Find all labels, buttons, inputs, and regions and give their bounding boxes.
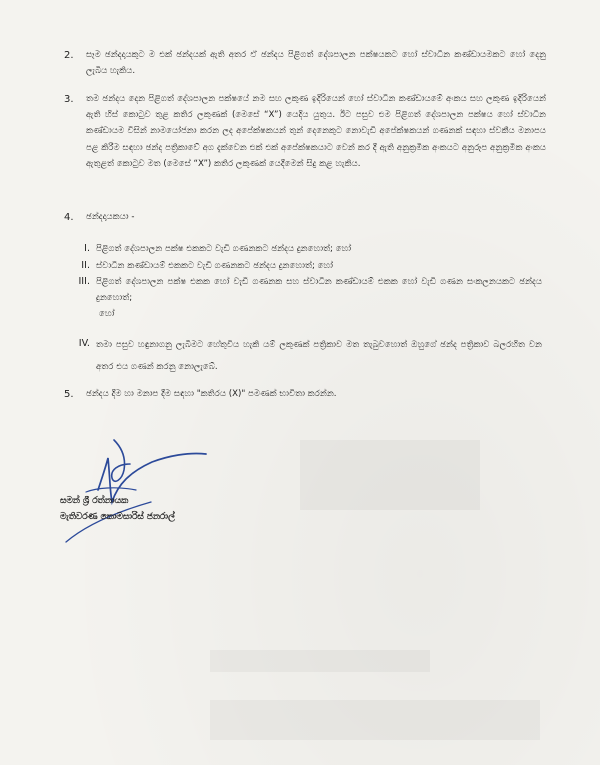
bleed-through-block: [210, 700, 540, 740]
handwritten-signature: [56, 430, 236, 545]
sub-item-text: ස්වාධීන කණ්ඩායම් එකකට වැඩි ගණනකට ඡන්දය දුනහොත්; හෝ: [96, 261, 334, 271]
item-text: ඡන්දදායකයා -: [86, 212, 135, 222]
signatory-title: මැතිවරණ කොමසාරිස් ජනරාල්: [60, 512, 175, 522]
sub-item-text: තමා පසුව හඳුනාගනු ලැබීමට හේතුවිය හැකි යම් ලකුණක් පත්‍රිකාව මත තැබුවහොත් ඔහුගේ ඡන්ද පත්‍රිකාව බලරහිත වන අතර එය ගණන් කරනු නොලැබේ.: [96, 340, 542, 372]
sub-item-number: II.: [81, 260, 90, 271]
sub-item-number: I.: [84, 243, 90, 254]
sub-item-number: IV.: [78, 338, 90, 349]
item-text: ඡන්දය දීම හා මනාප දීම සඳහා "කතිරය (X)" පමණක් භාවිතා කරන්න.: [86, 389, 337, 399]
sub-item-number: III.: [78, 276, 90, 287]
bleed-through-block: [210, 650, 430, 672]
item-number: 5.: [64, 389, 74, 400]
sub-item-text: පිළිගත් දේශපාලන පක්ෂ එකක හෝ වැඩි ගණනක සහ ස්වාධීන කණ්ඩායම් එකක හෝ වැඩි ගණන සංකලනයකට ඡන්දය දුනහොත්;: [96, 277, 542, 303]
bleed-through-block: [300, 440, 480, 510]
item-text: තම ඡන්දය දෙන පිළිගත් දේශපාලන පක්ෂයේ නම සහ ලකුණ ඉදිරියෙන් හෝ ස්වාධීන කණ්ඩායමේ අංකය සහ ලකුණ ඉදිරියෙන් ඇති හිස් කොටුව තුළ කතිර ලකුණක් (මෙසේ “X”) යෙදිය යුතුය. ඊට පසුව එම පිළිගත් දේශපාලන පක්ෂය හෝ ස්වාධීන කණ්ඩායම විසින් නාමයෝජනා කරන ලද අපේක්ෂකයන් තුන් දෙනෙකුට නොවැඩි අපේක්ෂකයන් ගණනක් සඳහා ස්වකීය මනාපය පළ කිරීම සඳහා ඡන්ද පත්‍රිකාවේ අග දැක්වෙන එක් එක් අපේක්ෂකයාට වෙන් කර දී ඇති අනුක්‍රමික අංකයට අනුරූප අනුක්‍රමික අංකය ඇතුළත් කොටුව මත (මෙසේ “X”) කතිර ලකුණක් යෙදීමෙන් සිදු කළ හැකිය.: [86, 94, 546, 169]
sub-item-text: පිළිගත් දේශපාලන පක්ෂ එකකට වැඩි ගණනකට ඡන්දය දුනහොත්; හෝ: [96, 244, 352, 254]
signatory-name: සමන් ශ්‍රී රත්නායක: [60, 496, 129, 506]
sub-item-or: හෝ: [99, 309, 115, 319]
item-text: සෑම ඡන්දදායකුට ම එක් ඡන්දයක් ඇති අතර ඒ ඡන්දය පිළිගත් දේශපාලන පක්ෂයකට හෝ ස්වාධීන කණ්ඩායමකට හෝ දෙනු ලැබිය හැකිය.: [86, 50, 546, 77]
item-number: 4.: [64, 212, 74, 223]
item-number: 2.: [64, 50, 74, 61]
item-number: 3.: [64, 94, 74, 105]
